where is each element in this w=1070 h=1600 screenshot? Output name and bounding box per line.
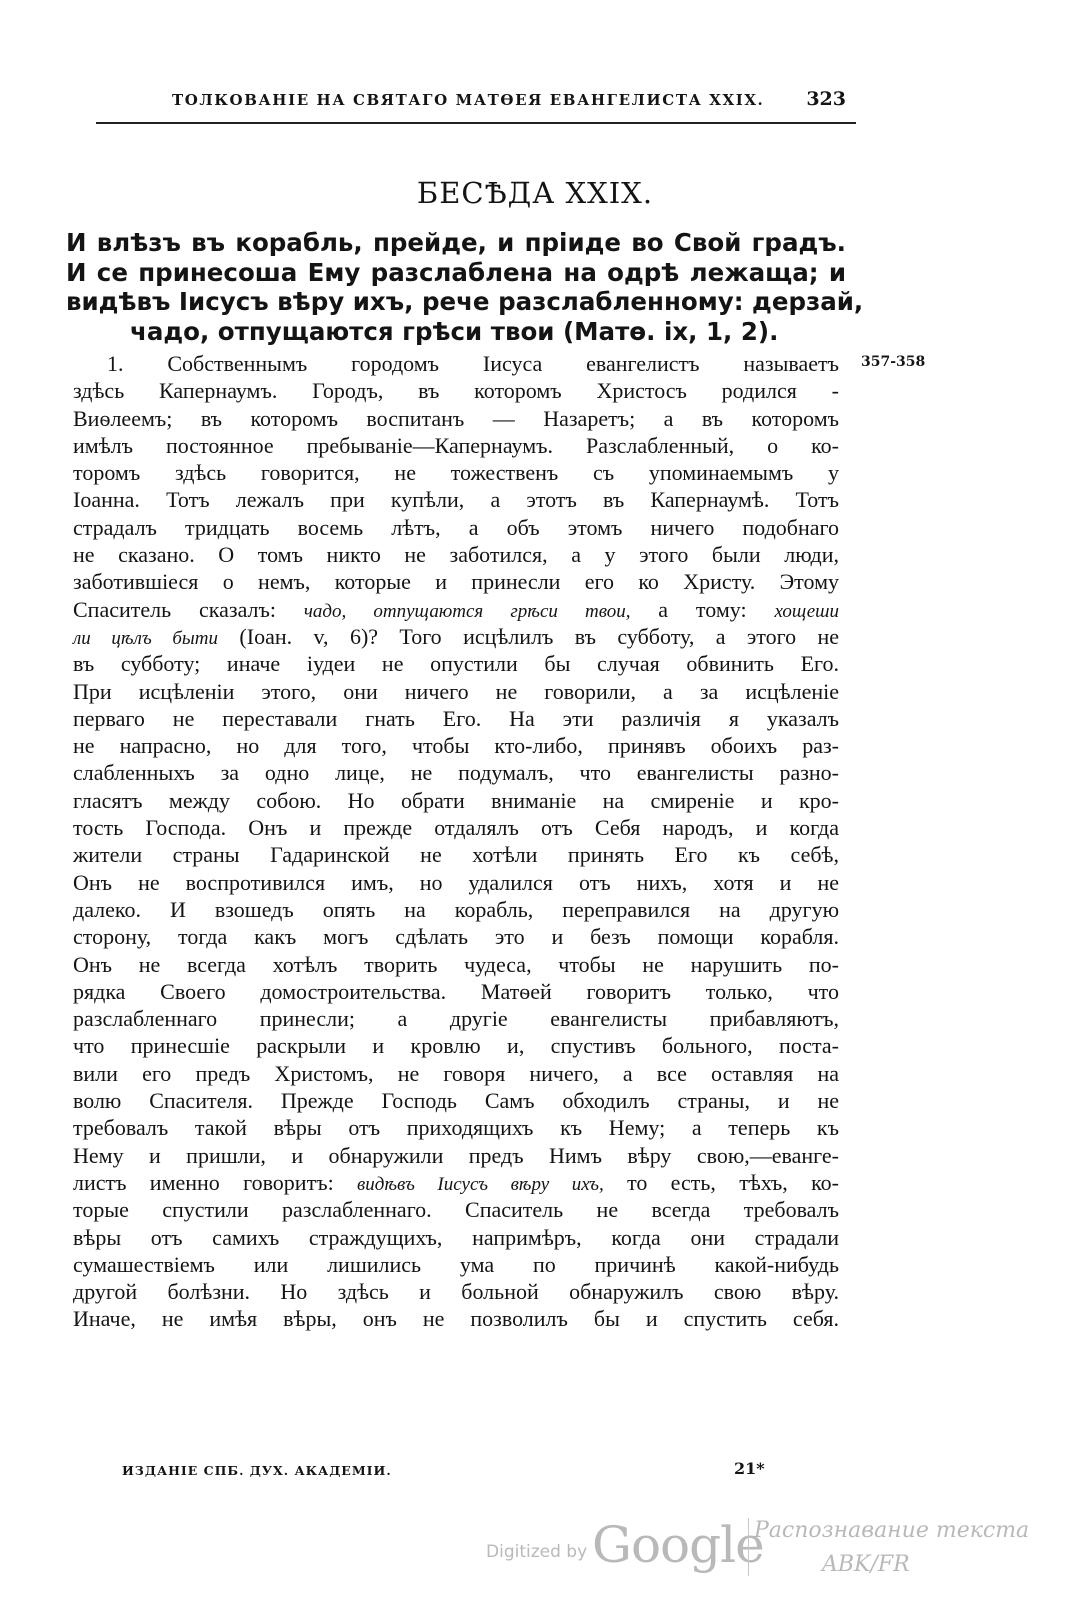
margin-reference: 357-358 bbox=[861, 354, 926, 370]
text-line: заботившіеся о немъ, которые и принесли его ко Христу. Этому bbox=[73, 569, 839, 595]
text-line: здѣсь Капернаумъ. Городъ, въ которомъ Христосъ родился - bbox=[73, 378, 839, 404]
text-line: требовалъ такой вѣры отъ приходящихъ къ Нему; а теперь къ bbox=[73, 1115, 839, 1141]
text-line: торые спустили разслабленнаго. Спаситель не всегда требовалъ bbox=[73, 1197, 839, 1223]
epigraph-line: видѣвъ Іисусъ вѣру ихъ, рече разслабленному: дерзай, bbox=[66, 287, 864, 317]
epigraph-line: И влѣзъ въ корабль, прейде, и пріиде во Свой градъ. bbox=[66, 228, 846, 257]
text-run: а тому: bbox=[630, 596, 775, 622]
text-line: не напрасно, но для того, чтобы кто-либо, принявъ обоихъ раз- bbox=[73, 733, 839, 759]
text-line: Иначе, не имѣя вѣры, онъ не позволилъ бы и спустить себя. bbox=[73, 1306, 839, 1332]
chapter-heading: БЕСѢДА XXIX. bbox=[416, 176, 654, 210]
text-line: рядка Своего домостроительства. Матѳей говоритъ только, что bbox=[73, 978, 839, 1004]
italic-quote: чадо, отпущаются грѣси твои, bbox=[303, 600, 631, 622]
text-line: Онъ не воспротивился имъ, но удалился отъ нихъ, хотя и не bbox=[73, 869, 839, 895]
text-line: сторону, тогда какъ могъ сдѣлать это и безъ помощи корабля. bbox=[73, 924, 839, 950]
text-line: слабленныхъ за одно лице, не подумалъ, что евангелисты разно- bbox=[73, 760, 839, 786]
text-line: другой болѣзни. Но здѣсь и больной обнаружилъ свою вѣру. bbox=[73, 1279, 839, 1305]
text-line: страдалъ тридцать восемь лѣтъ, а объ этомъ ничего подобнаго bbox=[73, 514, 839, 540]
italic-quote: хощеши bbox=[774, 600, 840, 622]
text-line: Онъ не всегда хотѣлъ творить чудеса, чтобы не нарушить по- bbox=[73, 951, 839, 977]
text-line: не сказано. О томъ никто не заботился, а у этого были люди, bbox=[73, 542, 839, 568]
text-run: Спаситель сказалъ: bbox=[73, 596, 304, 622]
footer-imprint: ИЗДАНІЕ СПБ. ДУХ. АКАДЕМІИ. bbox=[122, 1463, 392, 1478]
signature-mark: 21* bbox=[734, 1459, 765, 1478]
ocr-credit-initials: ABK/FR bbox=[822, 1552, 910, 1577]
text-line: перваго не переставали гнать Его. На эти различія я указалъ bbox=[73, 705, 839, 731]
text-line: Виѳлеемъ; въ которомъ воспитанъ — Назаретъ; а въ которомъ bbox=[73, 405, 839, 431]
text-line: тость Господа. Онъ и прежде отдалялъ отъ Себя народъ, и когда bbox=[73, 815, 839, 841]
text-line: далеко. И взошедъ опять на корабль, переправился на другую bbox=[73, 896, 839, 922]
text-run: (Іоан. v, 6)? Того исцѣлилъ въ субботу, а этого не bbox=[218, 623, 840, 649]
watermark-divider bbox=[748, 1518, 749, 1576]
text-line-with-quote bbox=[73, 623, 839, 650]
epigraph-line: И се принесоша Ему разслаблена на одрѣ лежаща; и bbox=[66, 257, 846, 287]
text-line: волю Спасителя. Прежде Господь Самъ обходилъ страны, и не bbox=[73, 1088, 839, 1114]
text-line: въ субботу; иначе іудеи не опустили бы случая обвинить Его. bbox=[73, 651, 839, 677]
body-text bbox=[73, 350, 839, 1333]
google-wordmark: Google bbox=[592, 1516, 764, 1574]
text-line: сумашествіемъ или лишились ума по причинѣ какой-нибудь bbox=[73, 1251, 839, 1277]
text-line: торомъ здѣсь говорится, не тожественъ съ упоминаемымъ у bbox=[73, 460, 839, 486]
header-rule bbox=[96, 122, 856, 124]
epigraph-line: чадо, отпущаются грѣси твои (Матѳ. іх, 1, 2). bbox=[130, 316, 779, 346]
text-line: Іоанна. Тотъ лежалъ при купѣли, а этотъ въ Капернаумѣ. Тотъ bbox=[73, 487, 839, 513]
text-line: 1. Собственнымъ городомъ Іисуса евангелистъ называетъ bbox=[107, 351, 839, 376]
digitizer-watermark bbox=[486, 1514, 1046, 1584]
ocr-credit: Распознавание текста bbox=[754, 1518, 1030, 1543]
text-line-with-quote bbox=[73, 596, 839, 623]
text-line: что принесшіе раскрыли и кровлю и, спустивъ больного, поста- bbox=[73, 1033, 839, 1059]
italic-quote: ли цѣлъ быти bbox=[73, 627, 219, 649]
running-title: ТОЛКОВАНІЕ НА СВЯТАГО МАТѲЕЯ ЕВАНГЕЛИСТА XXIX. bbox=[172, 91, 765, 109]
text-line: Нему и пришли, и обнаружили предъ Нимъ вѣру свою,—еванге- bbox=[73, 1142, 839, 1168]
epigraph bbox=[66, 228, 864, 346]
text-run: листъ именно говоритъ: bbox=[73, 1169, 357, 1195]
digitized-by-text: Digitized by bbox=[486, 1542, 588, 1562]
italic-quote: видѣвъ Іисусъ вѣру ихъ, bbox=[356, 1173, 604, 1195]
text-line: гласятъ между собою. Но обрати вниманіе на смиреніе и кро- bbox=[73, 787, 839, 813]
text-line: При исцѣленіи этого, они ничего не говорили, а за исцѣленіе bbox=[73, 678, 839, 704]
text-line: разслабленнаго принесли; а другіе евангелисты прибавляютъ, bbox=[73, 1006, 839, 1032]
text-line: жители страны Гадаринской не хотѣли принять Его къ себѣ, bbox=[73, 842, 839, 868]
text-line: вили его предъ Христомъ, не говоря ничего, а все оставляя на bbox=[73, 1060, 839, 1086]
running-head bbox=[96, 88, 856, 116]
text-line-with-quote bbox=[73, 1169, 839, 1196]
page-number: 323 bbox=[806, 88, 846, 110]
text-line: вѣры отъ самихъ страждущихъ, напримѣръ, когда они страдали bbox=[73, 1224, 839, 1250]
text-run: то есть, тѣхъ, ко- bbox=[603, 1169, 839, 1195]
text-line: имѣлъ постоянное пребываніе—Капернаумъ. Разслабленный, о ко- bbox=[73, 432, 839, 458]
